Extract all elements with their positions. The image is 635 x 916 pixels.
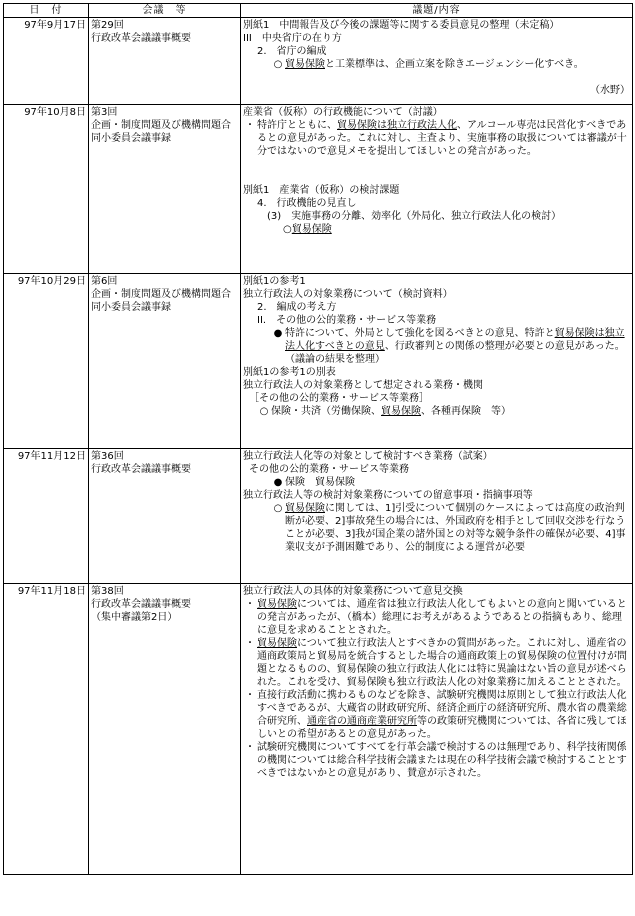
header-row [4, 4, 633, 18]
filled-circle-icon: ● [273, 477, 283, 488]
row-meeting [89, 274, 241, 449]
content-line: 独立行政法人の対象業務として想定される業務・機関 [243, 380, 483, 391]
row-meeting [89, 584, 241, 875]
bullet-dot-icon: ・ [245, 599, 255, 610]
meeting-title: 企画・制度問題及び機構問題合同小委員会議事録 [91, 120, 231, 144]
bullet-dot-icon: ・ [245, 638, 255, 649]
circle-item: ○ 貿易保険に関しては、1]引受について個別のケースによっては高度の政治判断が必要、2]事故発生の場合には、外国政府を相手として回収交渉を行なうことが必要、3]我が国企業の諸外国との対等な競争条件の確保が必要、4]事業収支が予測困難であり、公的制度による運営が必要 [243, 502, 630, 554]
content-line: 4. 行政機能の見直し [257, 198, 357, 209]
filled-circle-icon: ● [273, 328, 283, 339]
underlined-term: 貿易保険 [285, 59, 325, 70]
meeting-title: 行政改革会議議事概要 [91, 464, 191, 475]
bullet-dot-icon: ・ [245, 120, 255, 131]
underlined-term: 貿易保険 [291, 224, 332, 235]
content-line: 別紙1の参考1の別表 [243, 367, 336, 378]
meeting-number: 第38回 [91, 586, 124, 597]
circle-item [243, 223, 630, 236]
bullet-item: ・ 貿易保険について独立行政法人とすべきかの質問があった。これに対し、通産省の通商政策局と貿易局を統合するとした場合の通商政策上の貿易保険の位置付けが問題となるものの、貿易保険の独立行政法人化には特に異論はない旨の意見が述べられた。これを受け、貿易保険も独立行政法人化の対象業務に加えることとされた。 [245, 638, 627, 688]
bullet-dot-icon: ・ [245, 742, 255, 753]
header-date: 日 付 [4, 4, 89, 18]
meeting-number: 第6回 [91, 276, 118, 287]
meeting-title: 行政改革会議議事概要 [91, 33, 191, 44]
table-row [4, 449, 633, 584]
content-text: と工業標準は、企画立案を除きエージェンシー化すべき。 [325, 59, 584, 70]
content-line: (3) 実施事務の分離、効率化（外局化、独立行政法人化の検討） [267, 211, 562, 222]
row-meeting [89, 105, 241, 274]
row-meeting [89, 18, 241, 105]
content-line: 独立行政法人化等の対象として検討すべき業務（試案） [243, 451, 493, 462]
speaker-note: （水野） [590, 85, 630, 96]
circle-bullet-icon: ○ [273, 503, 283, 514]
table-row [4, 274, 633, 449]
underlined-term: 貿易保険は独立行政法人化 [337, 120, 457, 131]
underlined-term: 貿易保険 [285, 503, 325, 514]
bullet-item: ・ 特許庁とともに、貿易保険は独立行政法人化、アルコール専売は民営化すべきであるとの意見があった。これに対し、主査より、実施事務の取扱については審議が十分ではないので意見メモを提出してほしいとの発言があった。 [245, 120, 627, 157]
content-line: 独立行政法人等の検討対象業務についての留意事項・指摘事項等 [243, 490, 533, 501]
meeting-number: 第29回 [91, 20, 124, 31]
row-meeting [89, 449, 241, 584]
table-row [4, 18, 633, 105]
content-line: 独立行政法人の具体的対象業務について意見交換 [243, 586, 463, 597]
row-date: 97年11月12日 [4, 449, 89, 584]
meeting-title: 行政改革会議議事概要 [91, 599, 191, 610]
content-line: ［その他の公的業務・サービス等業務］ [249, 393, 429, 404]
meeting-number: 第36回 [91, 451, 124, 462]
content-line: その他の公的業務・サービス等業務 [249, 464, 409, 475]
row-date: 97年11月18日 [4, 584, 89, 875]
bullet-item: ・ 貿易保険については、通産省は独立行政法人化してもよいとの意向と聞いているとの発言があったが、（橋本）総理にお考えがあるようであるとの指摘もあり、総理に意見を求めることとされた。 [245, 599, 627, 636]
header-meeting: 会議 等 [89, 4, 241, 18]
content-line: III 中央省庁の在り方 [243, 33, 342, 44]
table-row [4, 584, 633, 875]
circle-item: ○ 保険・共済（労働保険、貿易保険、各種再保険 等） [243, 405, 630, 418]
meeting-number: 第3回 [91, 107, 118, 118]
row-content [241, 274, 633, 449]
header-subject: 議題/内容 [241, 4, 633, 18]
dot-item: ● 保険 貿易保険 [243, 476, 630, 489]
document-table [3, 3, 633, 875]
row-content [241, 105, 633, 274]
bullet-item: ・ 直接行政活動に携わるものなどを除き、試験研究機関は原則として独立行政法人化すべきであるが、大蔵省の財政研究所、経済企画庁の経済研究所、農水省の農業総合研究所、通産省の通商産業研究所等の政策研究機関については、各省に残してほしいとの希望があるとの意見があった。 [245, 690, 627, 740]
meeting-subtitle: （集中審議第2日） [91, 612, 178, 623]
underlined-term: 貿易保険 [257, 638, 297, 649]
row-date: 97年10月8日 [4, 105, 89, 274]
content-line: 産業省（仮称）の行政機能について（討議） [243, 107, 443, 118]
underlined-term: 貿易保険は独立法人化すべきとの意見 [285, 328, 625, 352]
content-line: 別紙1 産業省（仮称）の検討課題 [243, 185, 400, 196]
row-content [241, 584, 633, 875]
underlined-term: 貿易保険 [381, 406, 421, 417]
content-line: 別紙1 中間報告及び今後の課題等に関する委員意見の整理（未定稿） [243, 20, 560, 31]
circle-bullet-icon: ○ [259, 406, 269, 417]
row-date: 97年9月17日 [4, 18, 89, 105]
bullet-item: ・ 試験研究機関についてすべてを行革会議で検討するのは無理であり、科学技術関係の機関については総合科学技術会議または現在の科学技術会議で検討することとすべきではないかとの意見があり、賛意が示された。 [245, 742, 627, 779]
content-line: II. その他の公的業務・サービス等業務 [257, 315, 437, 326]
content-line: 別紙1の参考1 [243, 276, 306, 287]
meeting-title: 企画・制度問題及び機構問題合同小委員会議事録 [91, 289, 231, 313]
content-line: 2. 編成の考え方 [257, 302, 337, 313]
row-date: 97年10月29日 [4, 274, 89, 449]
underlined-term: 通産省の通商産業研究所 [307, 716, 417, 727]
content-line: 2. 省庁の編成 [257, 46, 327, 57]
dot-item: ● 特許について、外局として強化を図るべきとの意見、特許と貿易保険は独立法人化すべきとの意見、行政審判との関係の整理が必要との意見があった。（議論の結果を整理） [243, 327, 630, 366]
circle-bullet-icon: ○ [283, 224, 292, 235]
row-content [241, 18, 633, 105]
row-content [241, 449, 633, 584]
bullet-dot-icon: ・ [245, 690, 255, 701]
circle-bullet-icon: ○ [273, 59, 283, 70]
table-row [4, 105, 633, 274]
underlined-term: 貿易保険 [257, 599, 297, 610]
circle-item [243, 58, 630, 71]
content-line: 独立行政法人の対象業務について（検討資料） [243, 289, 453, 300]
